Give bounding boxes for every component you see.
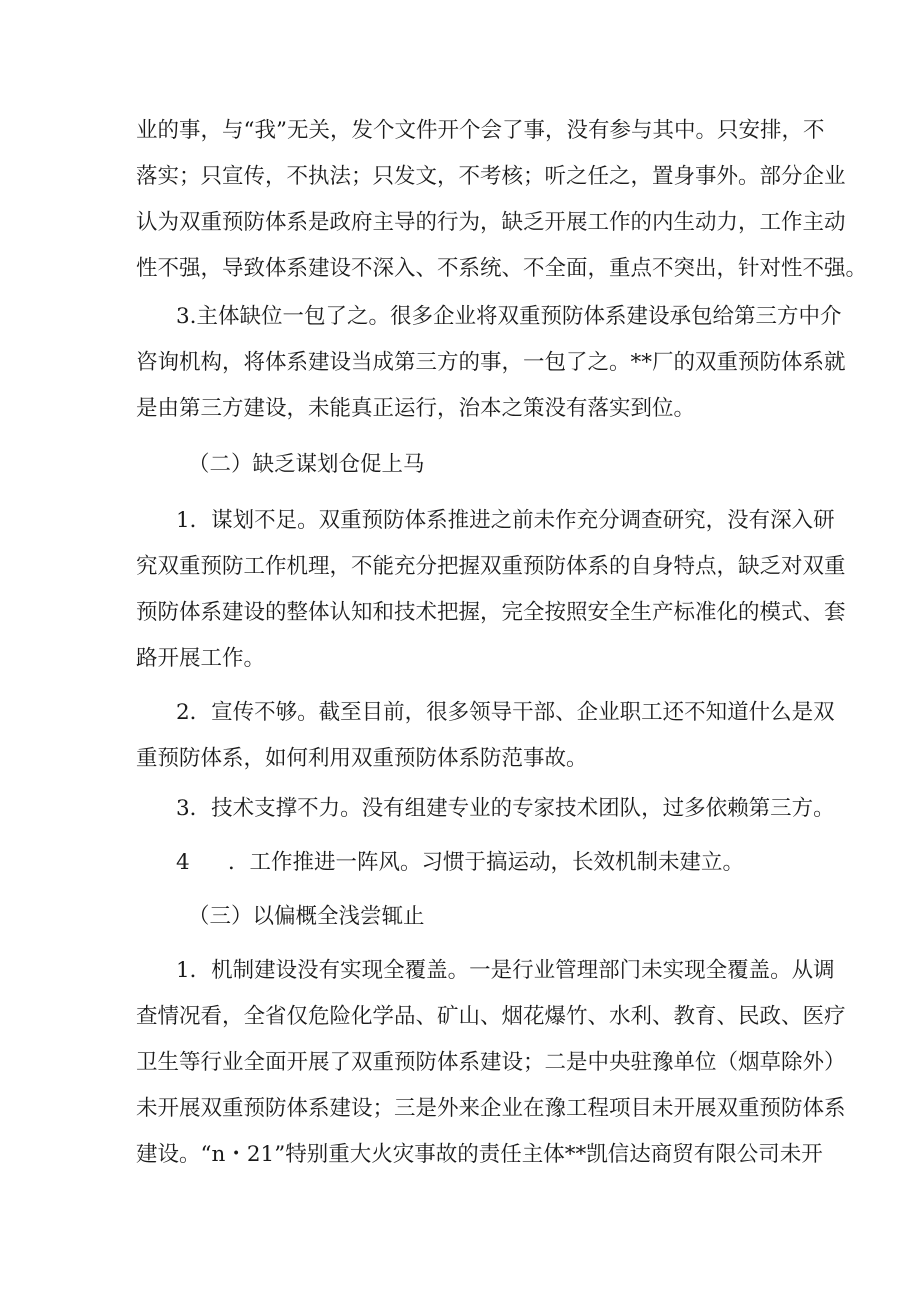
paragraph-line: 究双重预防工作机理，不能充分把握双重预防体系的自身特点，缺乏对双重 [136,554,846,579]
paragraph-line: 性不强，导致体系建设不深入、不系统、不全面，重点不突出，针对性不强。 [136,256,868,281]
paragraph-line: 建设。“n・21”特别重大火灾事故的责任主体**凯信达商贸有限公司未开 [136,1142,823,1167]
paragraph-line: 卫生等行业全面开展了双重预防体系建设；二是中央驻豫单位（烟草除外） [136,1050,846,1075]
list-number: 4 [176,850,190,875]
paragraph-line: 是由第三方建设，未能真正运行，治本之策没有落实到位。 [136,396,696,421]
paragraph-line: 3．技术支撑不力。没有组建专业的专家技术团队，过多依赖第三方。 [176,796,835,821]
paragraph-line: 1．谋划不足。双重预防体系推进之前未作充分调查研究，没有深入研 [176,508,835,533]
paragraph-line: 1．机制建设没有实现全覆盖。一是行业管理部门未实现全覆盖。从调 [176,958,835,983]
paragraph-line: 重预防体系，如何利用双重预防体系防范事故。 [136,746,588,771]
paragraph-line: 预防体系建设的整体认知和技术把握，完全按照安全生产标准化的模式、套 [136,600,846,625]
paragraph-line: 查情况看，全省仅危险化学品、矿山、烟花爆竹、水利、教育、民政、医疗 [136,1004,846,1029]
section-heading: （二）缺乏谋划仓促上马 [188,452,425,477]
paragraph-line: 2．宣传不够。截至目前，很多领导干部、企业职工还不知道什么是双 [176,700,835,725]
list-text: ．工作推进一阵风。习惯于搞运动，长效机制未建立。 [228,850,745,875]
paragraph-line: 路开展工作。 [136,646,266,671]
paragraph-line [176,848,796,878]
paragraph-line: 3.主体缺位一包了之。很多企业将双重预防体系建设承包给第三方中介 [176,304,842,329]
section-heading: （三）以偏概全浅尝辄止 [188,904,425,929]
paragraph-line: 未开展双重预防体系建设；三是外来企业在豫工程项目未开展双重预防体系 [136,1096,846,1121]
paragraph-line: 落实；只宣传，不执法；只发文，不考核；听之任之，置身事外。部分企业 [136,164,846,189]
paragraph-line: 咨询机构，将体系建设当成第三方的事，一包了之。**厂的双重预防体系就 [136,350,846,375]
paragraph-line: 认为双重预防体系是政府主导的行为，缺乏开展工作的内生动力，工作主动 [136,210,846,235]
paragraph-line: 业的事，与“我”无关，发个文件开个会了事，没有参与其中。只安排，不 [136,118,825,143]
